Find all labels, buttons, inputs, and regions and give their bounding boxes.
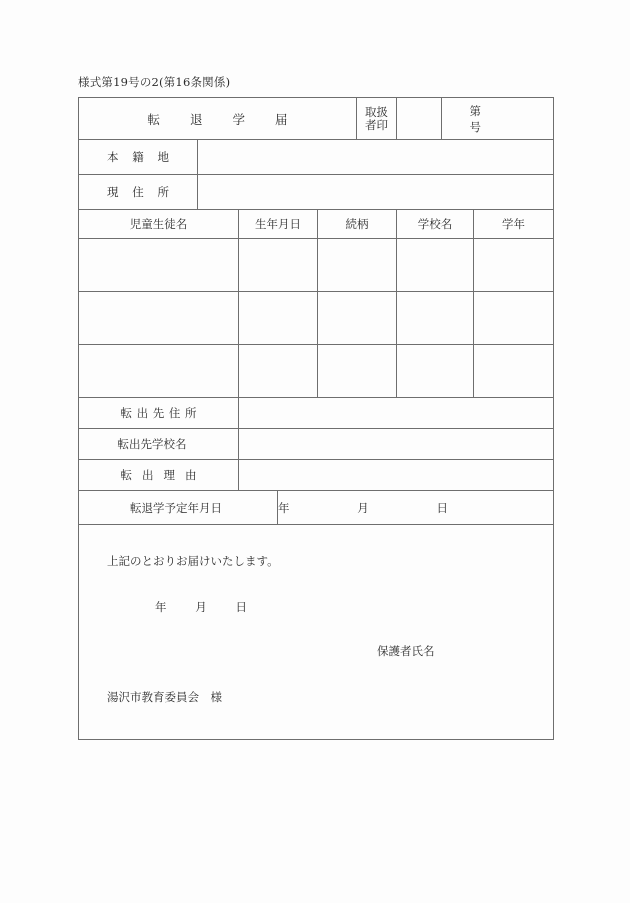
current-address-row: [79, 175, 554, 210]
cell-school-name[interactable]: [397, 239, 474, 292]
statement-cell: [79, 525, 554, 740]
destination-address-value[interactable]: [239, 398, 554, 429]
cell-relation[interactable]: [318, 292, 397, 345]
statement-date-line[interactable]: [155, 599, 247, 615]
transfer-reason-label: 転出理由: [79, 460, 239, 491]
column-header-relation: 続柄: [318, 210, 397, 239]
column-header-grade: 学年: [474, 210, 554, 239]
handler-seal-label-line1: 取扱: [365, 104, 389, 119]
handler-seal-label-cell: [357, 98, 397, 140]
table-row: [79, 292, 554, 345]
destination-school-row: [79, 429, 554, 460]
statement-text: 上記のとおりお届けいたします。: [107, 554, 279, 568]
destination-address-label: 転出先住所: [79, 398, 239, 429]
scheduled-date-template: 年 月 日: [278, 500, 448, 515]
transfer-reason-row: [79, 460, 554, 491]
cell-school-name[interactable]: [397, 292, 474, 345]
document-number-cell[interactable]: [442, 98, 554, 140]
addressee-label: 湯沢市教育委員会 様: [107, 690, 222, 704]
cell-grade[interactable]: [474, 239, 554, 292]
registered-domicile-row: [79, 140, 554, 175]
statement-row: [79, 525, 554, 740]
destination-school-value[interactable]: [239, 429, 554, 460]
destination-school-label: 転出先学校名: [79, 429, 239, 460]
table-row: [79, 345, 554, 398]
transfer-reason-value[interactable]: [239, 460, 554, 491]
cell-grade[interactable]: [474, 345, 554, 398]
destination-address-row: [79, 398, 554, 429]
column-header-student-name: 児童生徒名: [79, 210, 239, 239]
scheduled-date-value[interactable]: [278, 491, 554, 525]
registered-domicile-label: 本籍地: [79, 140, 198, 175]
column-header-birthdate: 生年月日: [239, 210, 318, 239]
cell-student-name[interactable]: [79, 345, 239, 398]
handler-seal-box[interactable]: [397, 98, 442, 140]
handler-seal-label-line2: 者印: [365, 117, 389, 132]
table-row: [79, 239, 554, 292]
current-address-label: 現住所: [79, 175, 198, 210]
cell-relation[interactable]: [318, 239, 397, 292]
guardian-name-label: 保護者氏名: [377, 644, 435, 658]
form-number-note: 様式第19号の2(第16条関係): [78, 75, 231, 89]
form-title-cell: [79, 98, 357, 140]
transfer-withdrawal-form-table: [78, 97, 554, 740]
form-title-row: [79, 98, 554, 140]
cell-student-name[interactable]: [79, 239, 239, 292]
scheduled-date-row: [79, 491, 554, 525]
cell-student-name[interactable]: [79, 292, 239, 345]
form-title-text: 転退学届: [147, 111, 318, 127]
student-table-header-row: [79, 210, 554, 239]
cell-birthdate[interactable]: [239, 345, 318, 398]
cell-relation[interactable]: [318, 345, 397, 398]
scheduled-date-label: 転退学予定年月日: [79, 491, 278, 525]
cell-grade[interactable]: [474, 292, 554, 345]
registered-domicile-value[interactable]: [198, 140, 554, 175]
cell-school-name[interactable]: [397, 345, 474, 398]
statement-date-template: 年 月 日: [155, 600, 247, 614]
cell-birthdate[interactable]: [239, 239, 318, 292]
document-number-label: 第 号: [469, 103, 516, 134]
cell-birthdate[interactable]: [239, 292, 318, 345]
current-address-value[interactable]: [198, 175, 554, 210]
column-header-school-name: 学校名: [397, 210, 474, 239]
